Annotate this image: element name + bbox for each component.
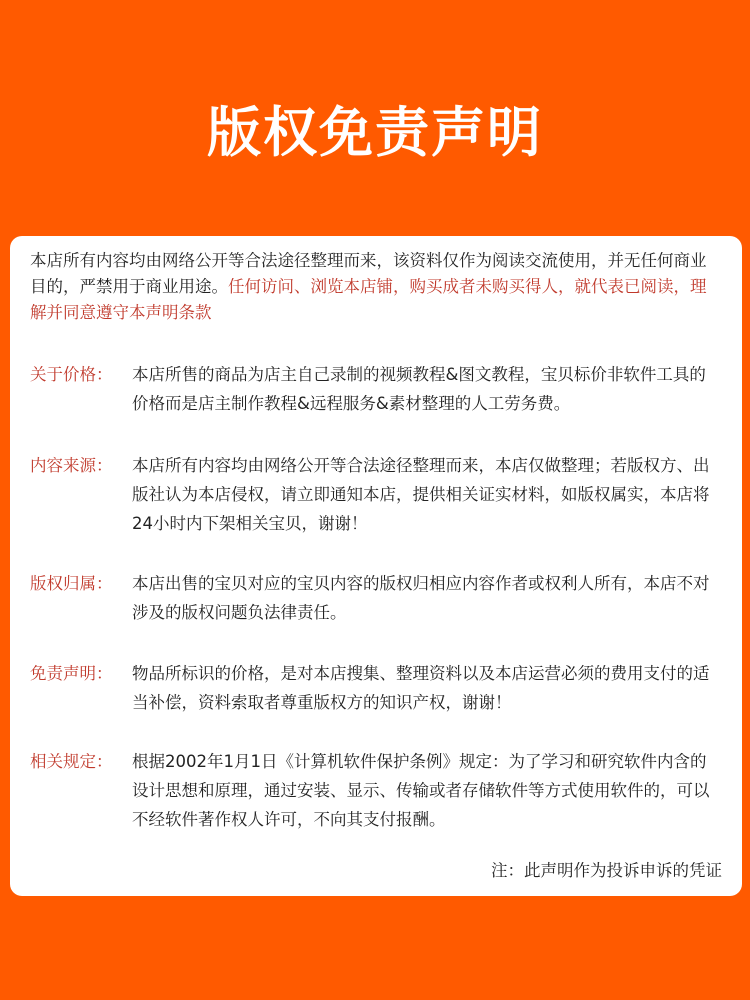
section-copyright-label: 版权归属： xyxy=(30,574,113,593)
disclaimer-card xyxy=(10,236,742,896)
intro-text: 本店所有内容均由网络公开等合法途径整理而来，该资料仅作为阅读交流使用，并无任何商业目的，严禁用于商业用途。 xyxy=(30,251,707,296)
section-price-text: 本店所售的商品为店主自己录制的视频教程&图文教程，宝贝标价非软件工具的价格而是店主制作教程&远程服务&素材整理的人工劳务费。 xyxy=(132,365,706,413)
section-copyright-text: 本店出售的宝贝对应的宝贝内容的版权归相应内容作者或权利人所有，本店不对涉及的版权问题负法律责任。 xyxy=(132,574,710,622)
section-regulations-text: 根据2002年1月1日《计算机软件保护条例》规定：为了学习和研究软件内含的设计思想和原理，通过安装、显示、传输或者存储软件等方式使用软件的，可以不经软件著作权人许可，不向其支付报酬。 xyxy=(132,752,710,829)
section-source-label: 内容来源： xyxy=(30,456,113,475)
section-price-label: 关于价格： xyxy=(30,365,113,384)
section-disclaimer-label: 免责声明： xyxy=(30,664,113,683)
intro-paragraph xyxy=(30,248,720,326)
footnote: 注：此声明作为投诉申诉的凭证 xyxy=(491,861,722,880)
section-disclaimer-text: 物品所标识的价格，是对本店搜集、整理资料以及本店运营必须的费用支付的适当补偿，资料索取者尊重版权方的知识产权，谢谢！ xyxy=(132,664,710,712)
section-source-text: 本店所有内容均由网络公开等合法途径整理而来，本店仅做整理；若版权方、出版社认为本店侵权，请立即通知本店，提供相关证实材料，如版权属实，本店将24小时内下架相关宝贝，谢谢！ xyxy=(132,456,710,533)
section-regulations-label: 相关规定： xyxy=(30,752,113,771)
intro-highlight-text: 任何访问、浏览本店铺，购买成者未购买得人，就代表已阅读，理解并同意遵守本声明条款 xyxy=(30,277,707,322)
page-title: 版权免责声明 xyxy=(207,101,543,164)
